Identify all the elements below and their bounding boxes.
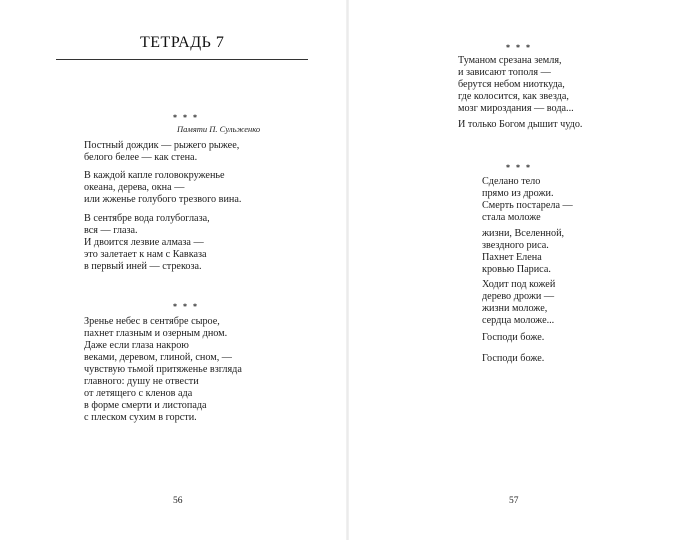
chapter-header: ТЕТРАДЬ 7 — [140, 34, 225, 51]
poem-separator-stars: * * * — [173, 302, 199, 311]
poem-stanza: Ходит под кожей дерево дрожи — жизни моложе, сердца моложе... — [482, 279, 556, 326]
left-page — [0, 0, 347, 540]
poem-stanza: Господи боже. — [482, 332, 545, 343]
poem-stanza: В сентябре вода голубоглаза, вся — глаза. И двоится лезвие алмаза — это залетает к нам с Кавказа в первый иней — стрекоза. — [84, 213, 210, 272]
poem-separator-stars: * * * — [506, 43, 532, 52]
poem-separator-stars: * * * — [506, 163, 532, 172]
poem-separator-stars: * * * — [173, 113, 199, 122]
page-number: 57 — [509, 496, 519, 506]
poem-stanza: В каждой капле головокруженье океана, дерева, окна — или жженье голубого трезвого вина. — [84, 170, 242, 205]
poem-stanza: И только Богом дышит чудо. — [458, 119, 583, 130]
page-number: 56 — [173, 496, 183, 506]
poem-stanza: Зренье небес в сентябре сырое, пахнет глазным и озерным дном. Даже если глаза накрою веками, деревом, глиной, сном, — чувствую тьмой притяженье взгляда главного: душу не отвести от летящего с кленов ада в форме смерти и листопада с плеском сухим в горсти. — [84, 316, 242, 423]
right-page — [348, 0, 695, 540]
header-rule — [56, 59, 308, 60]
poem-stanza: жизни, Вселенной, звездного риса. Пахнет Елена кровью Париса. — [482, 228, 565, 275]
poem-stanza: Господи боже. — [482, 353, 545, 364]
poem-stanza: Постный дождик — рыжего рыжее, белого белее — как стена. — [84, 140, 240, 163]
poem-dedication: Памяти П. Сульженко — [177, 124, 261, 134]
poem-stanza: Сделано тело прямо из дрожи. Смерть постарела — стала моложе — [482, 176, 573, 223]
poem-stanza: Туманом срезана земля, и зависают тополя — берутся небом ниоткуда, где колосится, как звезда, мозг мироздания — вода... — [458, 55, 574, 114]
